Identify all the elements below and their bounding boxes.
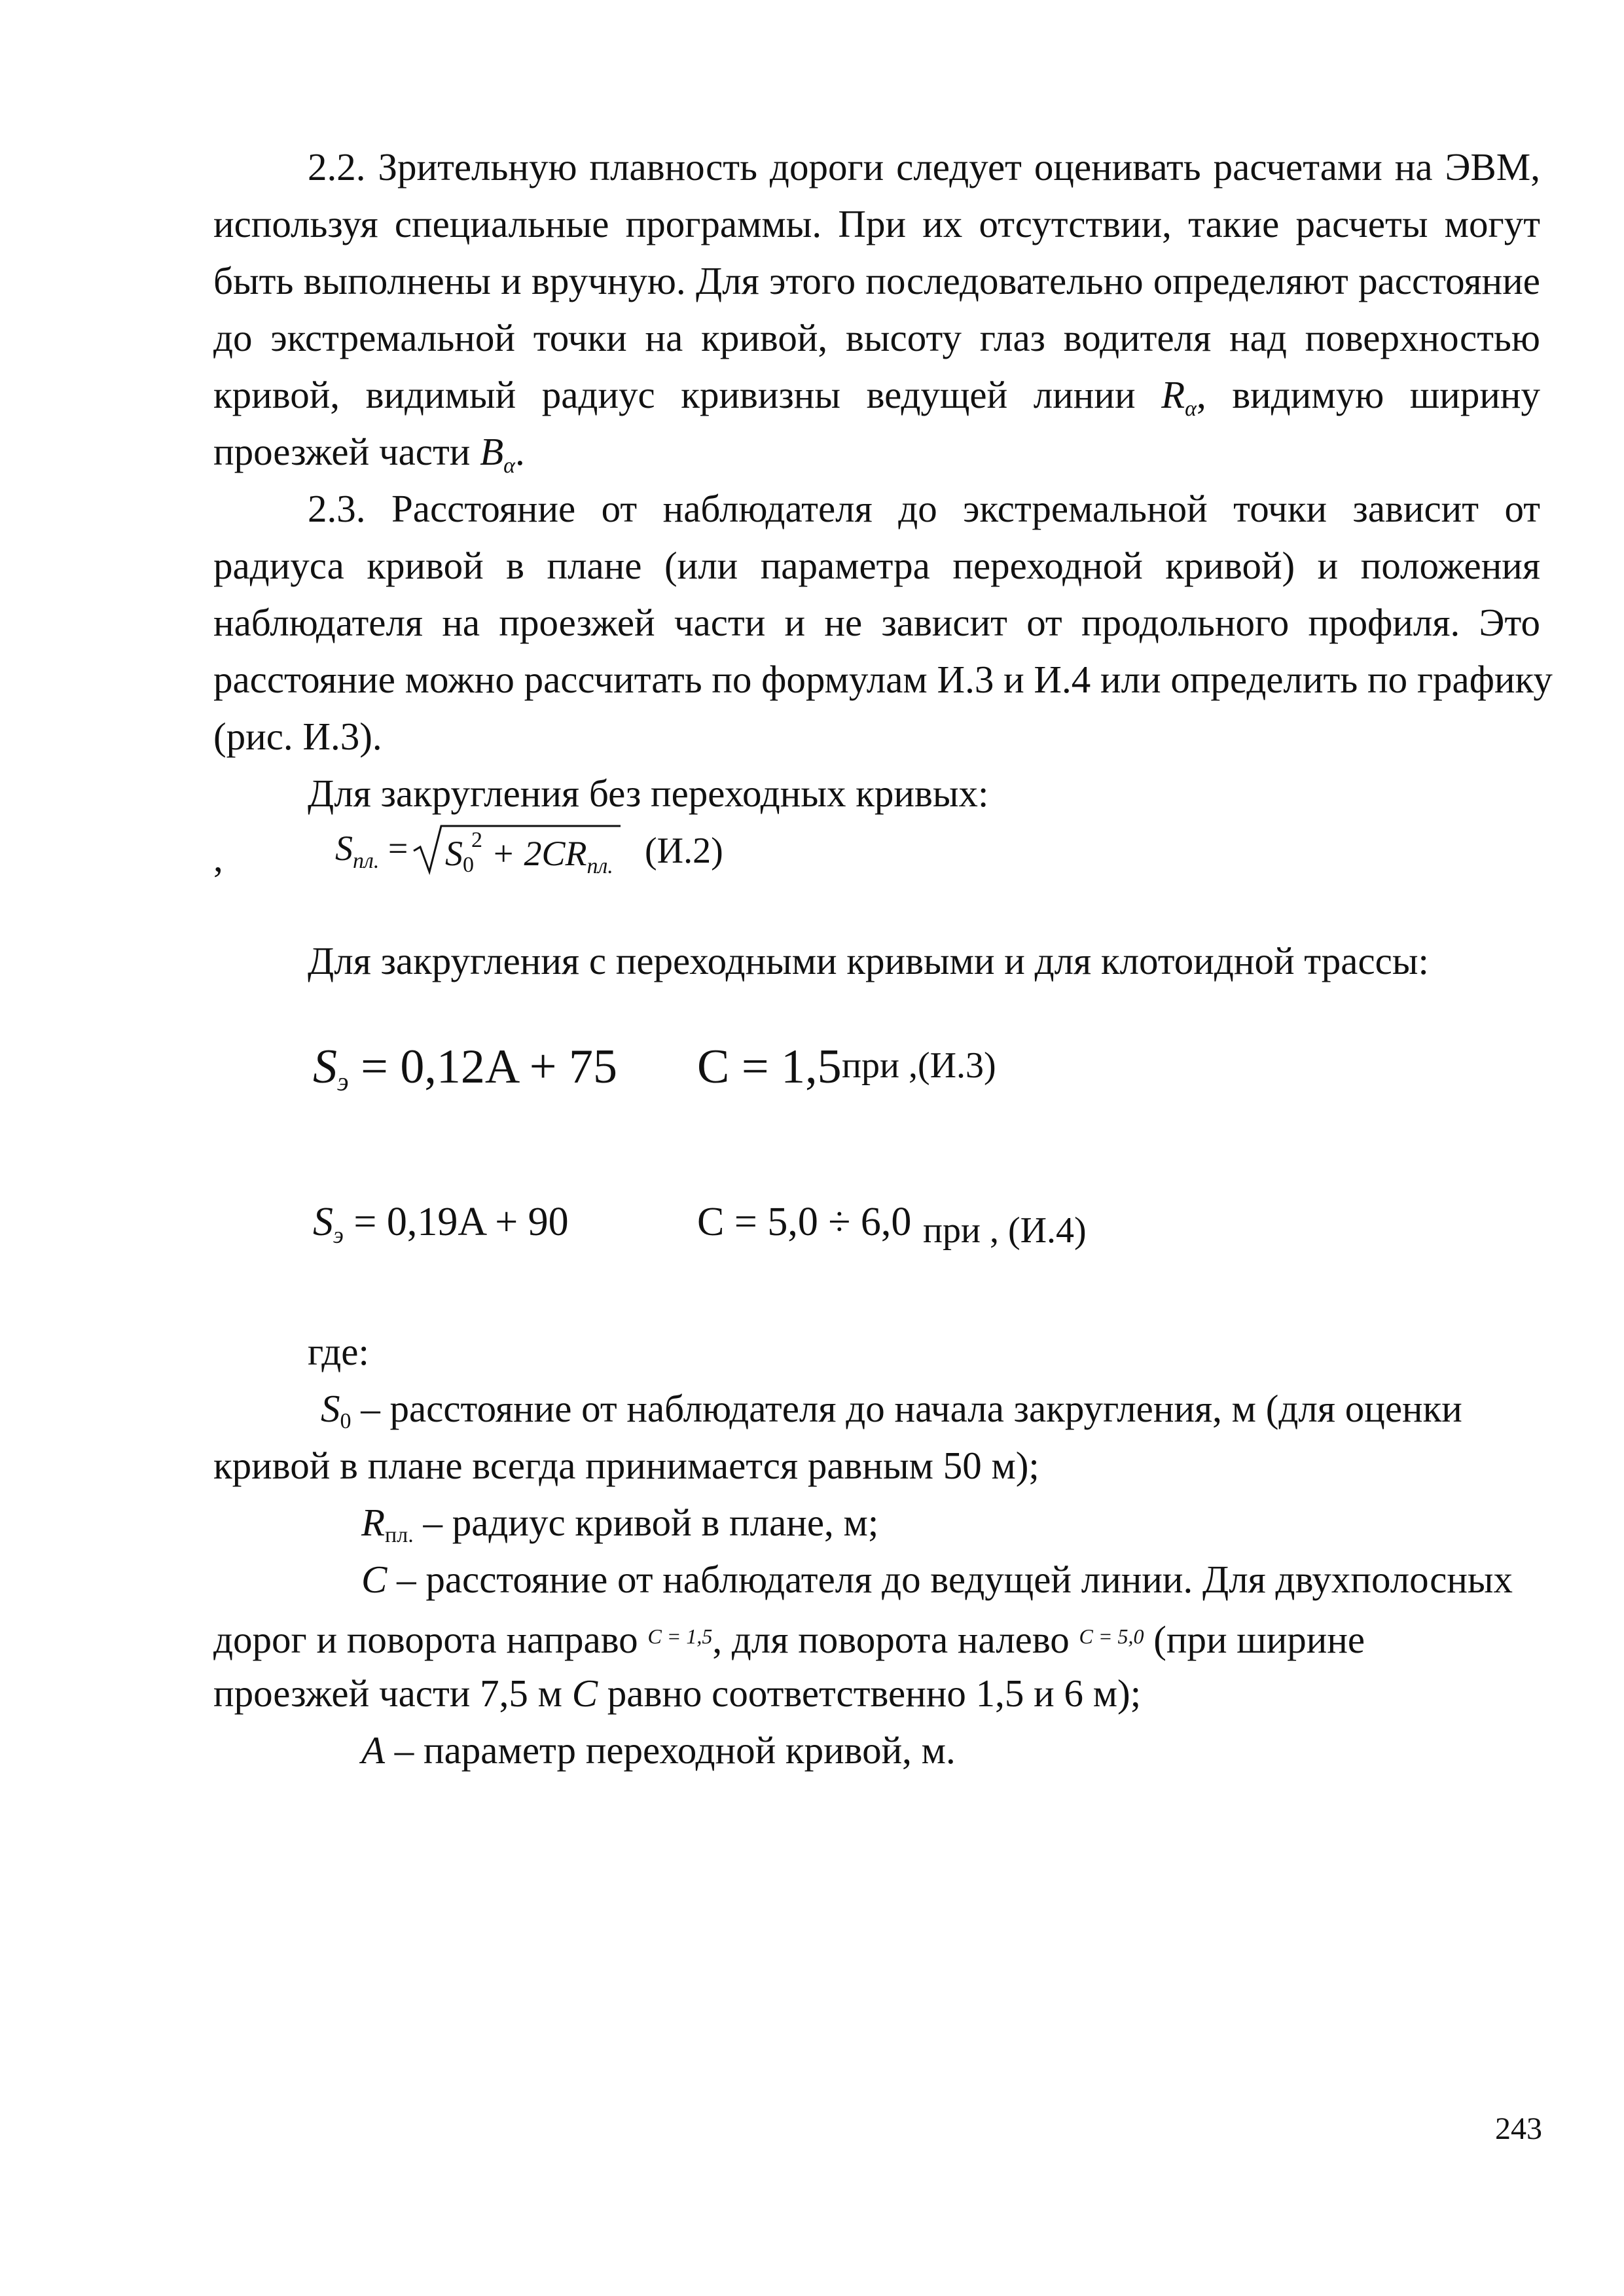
legend-r: Rпл. – радиус кривой в плане, м; <box>361 1501 879 1547</box>
formula-i3-lhs-sub: э <box>337 1067 349 1096</box>
no-transition-intro: Для закругления без переходных кривых: <box>308 772 989 815</box>
formula-i4-label: при , (И.4) <box>923 1210 1087 1251</box>
formula-i2-label: (И.2) <box>645 831 723 871</box>
page-number: 243 <box>1495 2111 1542 2146</box>
formula-i3-rhs: = 0,12A + 75 <box>361 1040 617 1094</box>
formula-i3-label: при ,(И.3) <box>842 1045 996 1086</box>
formula-i2-lhs-sub: пл. <box>353 849 380 873</box>
legend-s0-cont: кривой в плане всегда принимается равным 50 м); <box>213 1444 1039 1487</box>
para-2-3-line-2: радиуса кривой в плане (или параметра переходной кривой) и положения <box>213 544 1540 587</box>
para-2-3-line-4: расстояние можно рассчитать по формулам И.3 и И.4 или определить по графику <box>213 658 1553 701</box>
inline-formula-c-left: C = 5,0 <box>1079 1624 1144 1648</box>
para-2-2-line-6: проезжей части $B_\alpha$. <box>213 430 525 478</box>
legend-c: C – расстояние от наблюдателя до ведущей линии. Для двухполосных <box>361 1558 1513 1601</box>
para-2-3-line-3: наблюдателя на проезжей части и не зависит от продольного профиля. Это <box>213 601 1540 644</box>
r-alpha-symbol: $R_\alpha$, видимую ширину <box>1161 373 1540 421</box>
formula-i4-main <box>313 1199 569 1249</box>
formula-i2-comma: , <box>213 836 223 880</box>
para-2-2-line-5 <box>213 367 1540 423</box>
b-alpha-symbol: $B_\alpha$. <box>480 430 525 478</box>
para-2-2-line-2: используя специальные программы. При их отсутствии, такие расчеты могут <box>213 202 1540 245</box>
formula-i2-equals: = <box>388 829 408 868</box>
legend-c-line-2: дорог и поворота направо $^{C = 1,5}$, для поворота налево $^{C = 5,0}$ (при ширине <box>213 1618 1365 1661</box>
para-2-2-line-3: быть выполнены и вручную. Для этого последовательно определяют расстояние <box>213 259 1540 302</box>
legend-s0: S0 – расстояние от наблюдателя до начала закругления, м (для оценки <box>321 1387 1462 1433</box>
formula-i2 <box>335 828 408 874</box>
formula-i4-rhs: = 0,19A + 90 <box>353 1200 569 1244</box>
inline-formula-c-right: C = 1,5 <box>647 1624 713 1648</box>
formula-i2-lhs: S <box>335 829 353 868</box>
legend-a: A – параметр переходной кривой, м. <box>361 1729 956 1772</box>
where-label: где: <box>308 1330 369 1373</box>
legend-c-line-3: проезжей части 7,5 м C равно соответственно 1,5 и 6 м); <box>213 1672 1142 1715</box>
formula-i2-radicand: $S0^2 + 2CR_{пл.}$ <box>445 828 613 878</box>
formula-i4-lhs-sub: э <box>333 1222 344 1248</box>
para-2-3-line-1: 2.3. Расстояние от наблюдателя до экстремальной точки зависит от <box>308 487 1540 530</box>
formula-i3-lhs: S <box>313 1040 337 1094</box>
formula-i3-condition: C = 1,5 <box>697 1040 842 1094</box>
para-2-3-line-5: (рис. И.3). <box>213 715 382 758</box>
formula-i4-condition: C = 5,0 ÷ 6,0 <box>697 1200 912 1244</box>
formula-i3-main <box>313 1039 617 1097</box>
para-2-2-line-5-text-a: кривой, видимый радиус кривизны ведущей линии <box>213 373 1136 416</box>
with-transition-intro: Для закругления с переходными кривыми и для клотоидной трассы: <box>308 939 1429 982</box>
para-2-2-line-1: 2.2. Зрительную плавность дороги следует оценивать расчетами на ЭВМ, <box>308 145 1540 188</box>
formula-i4-lhs: S <box>313 1200 333 1244</box>
para-2-2-line-4: до экстремальной точки на кривой, высоту глаз водителя над поверхностью <box>213 316 1540 359</box>
